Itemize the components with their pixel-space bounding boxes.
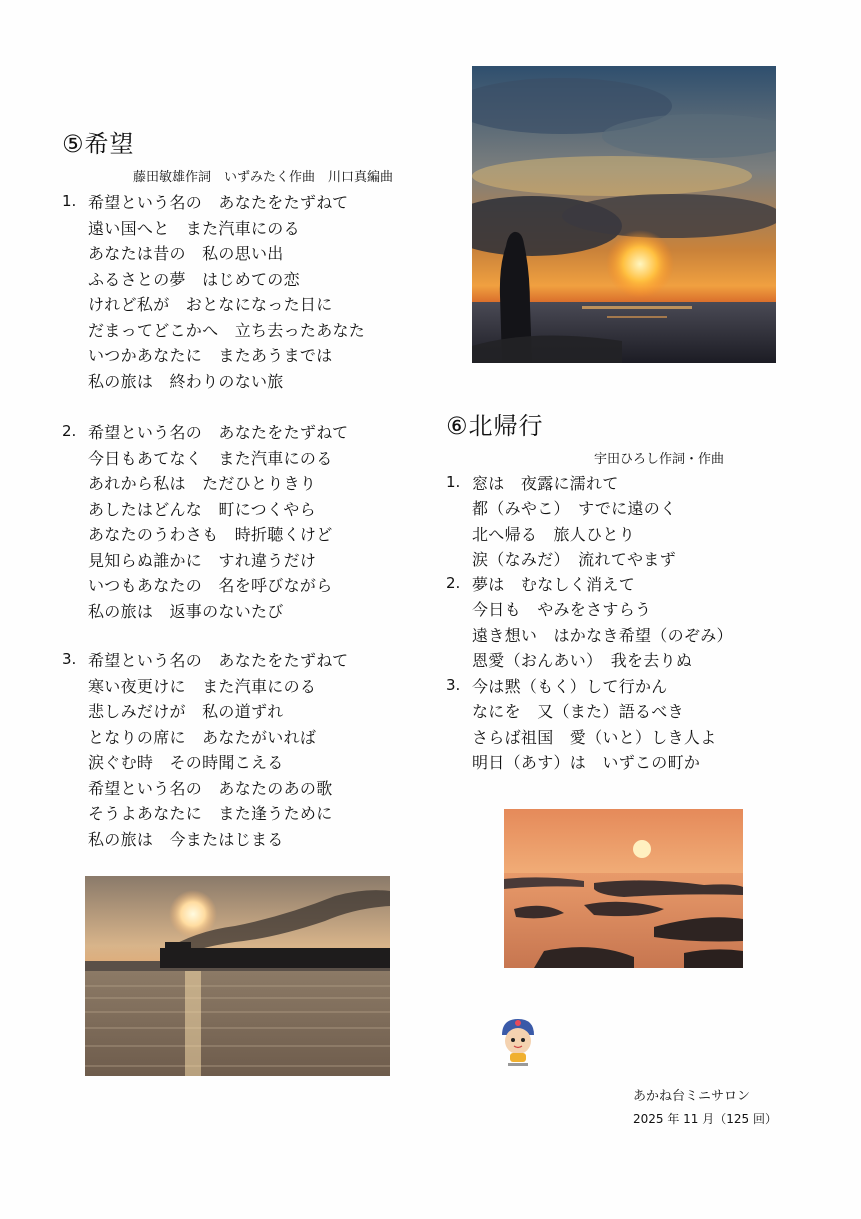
song5-credit: 藤田敏雄作詞 いずみたく作曲 川口真編曲 xyxy=(133,170,394,185)
lyric-line: 悲しみだけが 私の道ずれ xyxy=(88,702,284,721)
sunset-silhouette-photo xyxy=(472,66,776,363)
lyric-line: いつもあなたの 名を呼びながら xyxy=(88,576,333,595)
lyric-line: 私の旅は 今またはじまる xyxy=(88,829,284,849)
lyric-line: さらば祖国 愛（いと）しき人よ xyxy=(472,727,717,747)
mascot-character-icon xyxy=(498,1017,538,1069)
lyric-line: いつかあなたに またあうまでは xyxy=(88,346,333,365)
lyric-line: 私の旅は 返事のないたび xyxy=(88,601,284,621)
verse-number: 2. xyxy=(446,574,461,592)
lyric-line: あなたは昔の 私の思い出 xyxy=(88,244,284,263)
footer-date: 2025 年 11 月（125 回） xyxy=(633,1112,777,1126)
lyric-line: 今日もあてなく また汽車にのる xyxy=(88,448,333,468)
lyric-line: あしたはどんな 町につくやら xyxy=(88,499,316,519)
steam-train-sunset-photo xyxy=(85,876,390,1076)
lyric-line: そうよあなたに また逢うために xyxy=(88,804,333,823)
lyric-line: 希望という名の あなたをたずねて xyxy=(88,193,349,212)
verse-number: 2. xyxy=(62,422,77,440)
islands-sunset-photo xyxy=(504,809,743,968)
verse-number: 3. xyxy=(62,650,77,668)
song6-title: ⑥北帰行 xyxy=(446,412,544,440)
lyric-line: あれから私は ただひとりきり xyxy=(88,474,317,493)
verse-number: 1. xyxy=(62,192,77,210)
verse-number: 3. xyxy=(446,676,461,694)
lyric-line: なにを 又（また）語るべき xyxy=(472,702,684,722)
lyric-line: 希望という名の あなたをたずねて xyxy=(88,651,349,670)
lyric-line: あなたのうわさも 時折聴くけど xyxy=(88,525,333,544)
lyric-line: 都（みやこ） すでに遠のく xyxy=(472,499,677,519)
lyric-line: 遠い国へと また汽車にのる xyxy=(88,218,300,238)
lyric-line: 私の旅は 終わりのない旅 xyxy=(88,371,284,391)
verse-number: 1. xyxy=(446,473,461,491)
lyric-line: 遠き想い はかなき希望（のぞみ） xyxy=(472,625,733,645)
footer-org: あかね台ミニサロン xyxy=(633,1089,751,1104)
lyric-line: 窓は 夜露に濡れて xyxy=(472,474,619,493)
lyric-line: 明日（あす）は いずこの町か xyxy=(472,752,701,772)
lyric-line: 涙（なみだ） 流れてやまず xyxy=(472,549,676,569)
lyric-line: けれど私が おとなになった日に xyxy=(88,295,333,314)
lyric-line: 今は黙（もく）して行かん xyxy=(472,677,668,696)
lyric-line: となりの席に あなたがいれば xyxy=(88,727,317,747)
song6-credit: 宇田ひろし作詞・作曲 xyxy=(594,452,725,467)
lyric-line: 寒い夜更けに また汽車にのる xyxy=(88,676,317,696)
lyric-line: 夢は むなしく消えて xyxy=(472,575,636,594)
lyric-line: ふるさとの夢 はじめての恋 xyxy=(88,269,300,289)
lyric-line: だまってどこかへ 立ち去ったあなた xyxy=(88,320,366,340)
lyric-line: 希望という名の あなたのあの歌 xyxy=(88,778,333,798)
lyric-line: 希望という名の あなたをたずねて xyxy=(88,423,349,442)
lyric-line: 北へ帰る 旅人ひとり xyxy=(472,524,636,544)
lyric-line: 恩愛（おんあい） 我を去りぬ xyxy=(472,650,693,670)
lyric-line: 涙ぐむ時 その時聞こえる xyxy=(88,753,284,772)
lyric-line: 見知らぬ誰かに すれ違うだけ xyxy=(88,550,317,570)
song5-title: ⑤希望 xyxy=(62,130,135,158)
lyric-line: 今日も やみをさすらう xyxy=(472,600,652,620)
